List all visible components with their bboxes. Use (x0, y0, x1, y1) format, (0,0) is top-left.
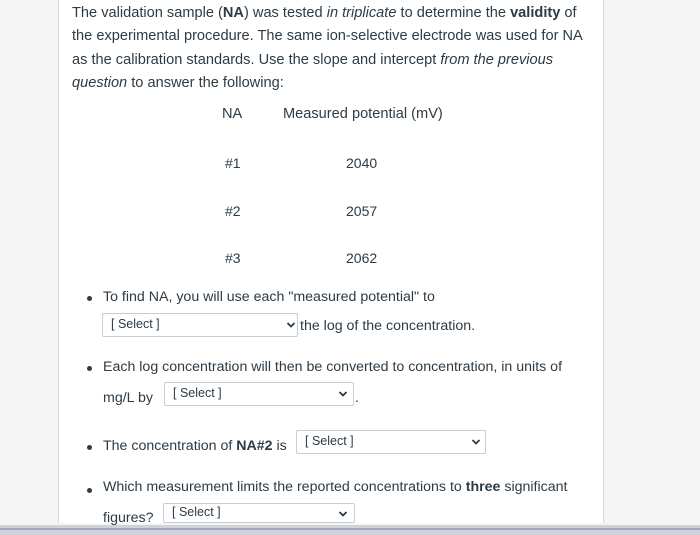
q4-text-before: Which measurement limits the reported concentrations to (103, 479, 466, 495)
intro-text-3: to determine the (396, 5, 511, 21)
table-row-2-id: #2 (225, 203, 241, 219)
q3-select-value: [ Select ] (305, 434, 354, 448)
intro-bold-validity: validity (510, 5, 561, 21)
intro-italic-previous: from the previous question (72, 51, 554, 91)
q4-select[interactable] (163, 503, 355, 523)
q3-text-before: The concentration of (103, 438, 237, 454)
chevron-down-icon (338, 389, 348, 399)
q2-text: Each log concentration will then be converted to concentration, in units of (103, 359, 563, 375)
q3-text (103, 433, 287, 459)
bullet-dot (87, 488, 92, 493)
bullet-dot (87, 366, 92, 371)
table-header-potential: Measured potential (mV) (283, 106, 443, 122)
question-intro (72, 2, 592, 95)
q2-text-line2: mg/L by (103, 390, 153, 406)
q2-select-value: [ Select ] (173, 386, 222, 400)
intro-text-5: to answer the following: (127, 74, 284, 91)
q1-select[interactable] (102, 313, 298, 337)
table-row-3-value: 2062 (346, 250, 378, 266)
q4-text-after: significant (500, 479, 568, 495)
q3-bold-na2: NA#2 (236, 438, 273, 454)
table-row-2-value: 2057 (346, 203, 378, 219)
q4-select-value: [ Select ] (172, 505, 221, 519)
q4-text (103, 474, 567, 500)
table-header-na: NA (222, 106, 243, 122)
q1-text-after: the log of the concentration. (300, 318, 476, 334)
intro-bold-na: NA (222, 5, 244, 21)
q4-text-line2: figures? (103, 510, 154, 526)
q3-select[interactable] (296, 430, 486, 454)
q1-text: To find NA, you will use each "measured potential" to (103, 289, 435, 305)
bullet-dot (87, 296, 92, 301)
bullet-dot (87, 445, 92, 450)
chevron-down-icon (471, 437, 481, 447)
intro-text-4: of the experimental procedure. The same ion-selective electrode was used for NA as the calibration standards. Use the slope and intercept (72, 5, 582, 68)
q4-bold-three: three (465, 479, 501, 495)
table-row-3-id: #3 (225, 250, 241, 266)
intro-italic-triplicate: in triplicate (326, 5, 397, 21)
intro-text-1: The validation sample ( (72, 5, 223, 21)
q1-select-value: [ Select ] (111, 317, 160, 331)
table-row-1-value: 2040 (346, 155, 378, 171)
table-row-1-id: #1 (225, 155, 241, 171)
intro-text-2: ) was tested (243, 5, 327, 21)
chevron-down-icon (338, 509, 348, 519)
chevron-down-icon (286, 320, 296, 330)
q2-select[interactable] (164, 382, 354, 406)
q3-text-mid: is (272, 438, 287, 454)
q2-text-after: . (355, 390, 359, 406)
